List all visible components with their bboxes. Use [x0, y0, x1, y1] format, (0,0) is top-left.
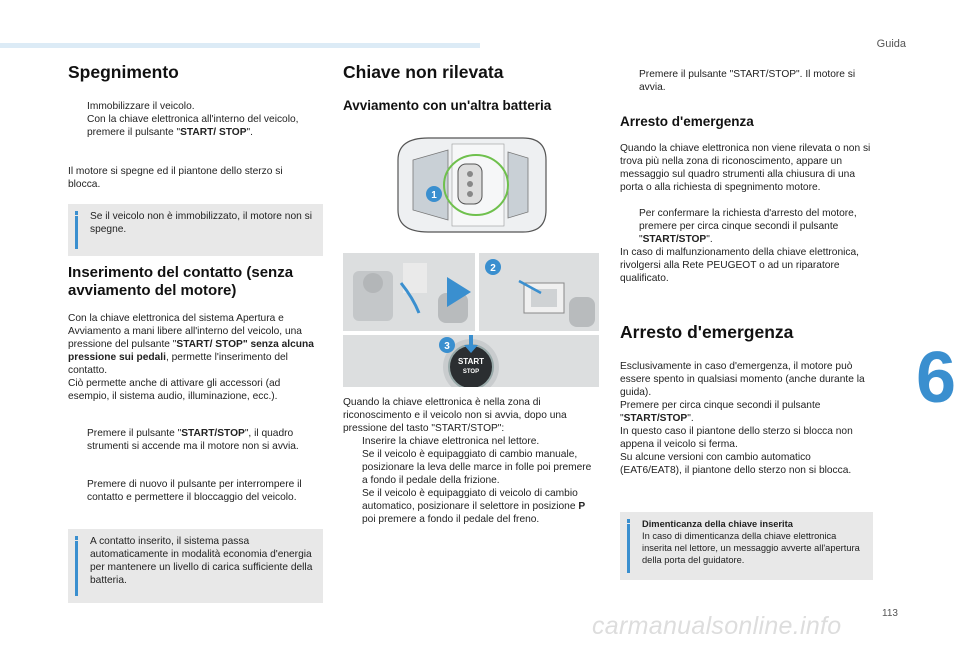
- paragraph: Premere per circa cinque secondi il pulsante "START/STOP".: [620, 400, 821, 424]
- step-item: Se il veicolo è equipaggiato di veicolo di cambio automatico, posizionare il selettore in posizione P poi premere a fondo il pedale del freno.: [362, 488, 586, 525]
- info-note: Dimenticanza della chiave inserita In caso di dimenticanza della chiave elettronica inserita nel lettore, un messaggio avverte all'apertura della porta del guidatore.: [620, 512, 873, 580]
- start-stop-button-illustration: [343, 335, 599, 387]
- step-item: Premere di nuovo il pulsante per interrompere il contatto e permettere il bloccaggio del veicolo.: [87, 479, 302, 503]
- paragraph: Esclusivamente in caso d'emergenza, il motore può essere spento in qualsiasi momento (anche durante la guida).: [620, 361, 865, 398]
- step-item: Per confermare la richiesta d'arresto del motore, premere per circa cinque secondi il pulsante "START/STOP".: [639, 208, 857, 245]
- paragraph: Con la chiave elettronica del sistema Apertura e Avviamento a mani libere all'interno del veicolo, una pressione del pulsante "START/ STOP" senza alcuna pressione sui pedali, permette l'inserimento del contatto. Ciò permette anche di attivare gli accessori (ad esempio, il sistema audio, illuminazione, ecc.).: [68, 313, 314, 402]
- paragraph: In caso di malfunzionamento della chiave elettronica, rivolgersi alla Rete PEUGEOT o ad un riparatore qualificato.: [620, 247, 859, 284]
- watermark: carmanualsonline.info: [592, 612, 842, 640]
- info-note: Se il veicolo non è immobilizzato, il motore non si spegne.: [68, 204, 323, 256]
- step-item: Premere il pulsante "START/STOP", il quadro strumenti si accende ma il motore non si avvia.: [87, 428, 299, 452]
- section-title-arresto-emergenza: Arresto d'emergenza: [620, 322, 794, 342]
- step-item: Con la chiave elettronica all'interno del veicolo, premere il pulsante "START/ STOP".: [87, 114, 299, 138]
- console-illustration: [343, 253, 475, 331]
- car-top-view-illustration: [388, 130, 553, 240]
- header-bar: [0, 43, 480, 48]
- key-reader-illustration: [479, 253, 599, 331]
- subsection-title: Avviamento con un'altra batteria: [343, 98, 552, 113]
- figure-label-1: 1: [431, 190, 437, 201]
- step-item: Premere il pulsante "START/STOP". Il motore si avvia.: [639, 69, 856, 93]
- info-icon: [627, 519, 630, 573]
- paragraph: Quando la chiave elettronica non viene rilevata o non si trova più nella zona di riconoscimento, appare un messaggio sul quadro strumenti alla chiusura di una porta o alla richiesta di spegnimento motore.: [620, 143, 871, 193]
- stop-label: STOP: [462, 369, 480, 375]
- section-title-spegnimento: Spegnimento: [68, 62, 179, 82]
- paragraph: Il motore si spegne ed il piantone dello sterzo si blocca.: [68, 166, 283, 190]
- step-item: Se il veicolo è equipaggiato di cambio manuale, posizionare la leva delle marce in folle poi premere a fondo il pedale della frizione.: [362, 449, 592, 486]
- figure-label-2: 2: [490, 263, 496, 274]
- info-icon: [75, 536, 78, 596]
- chapter-number: 6: [915, 338, 956, 418]
- figure-label-3: 3: [444, 341, 450, 352]
- steps-list: [343, 435, 598, 526]
- info-note: A contatto inserito, il sistema passa automaticamente in modalità economia d'energia per mantenere un livello di carica sufficiente della batteria.: [68, 529, 323, 603]
- page-number: 113: [882, 608, 898, 619]
- start-label: START: [457, 357, 485, 366]
- paragraph: In questo caso il piantone dello sterzo si blocca non appena il veicolo si ferma.: [620, 426, 853, 450]
- section-title-inserimento: Inserimento del contatto (senza avviamento del motore): [68, 264, 294, 299]
- paragraph: Su alcune versioni con cambio automatico (EAT6/EAT8), il piantone dello sterzo non si blocca.: [620, 452, 852, 476]
- subsection-title-arresto: Arresto d'emergenza: [620, 114, 754, 129]
- step-item: Immobilizzare il veicolo.: [87, 101, 195, 112]
- info-icon: [75, 211, 78, 249]
- step-item: Inserire la chiave elettronica nel lettore.: [362, 436, 540, 447]
- paragraph: Quando la chiave elettronica è nella zona di riconoscimento e il veicolo non si avvia, dopo una pressione del tasto "START/STOP":: [343, 397, 567, 434]
- section-title-chiave-non-rilevata: Chiave non rilevata: [343, 62, 504, 82]
- section-label: Guida: [876, 38, 906, 50]
- steps-spegnimento: [68, 100, 323, 139]
